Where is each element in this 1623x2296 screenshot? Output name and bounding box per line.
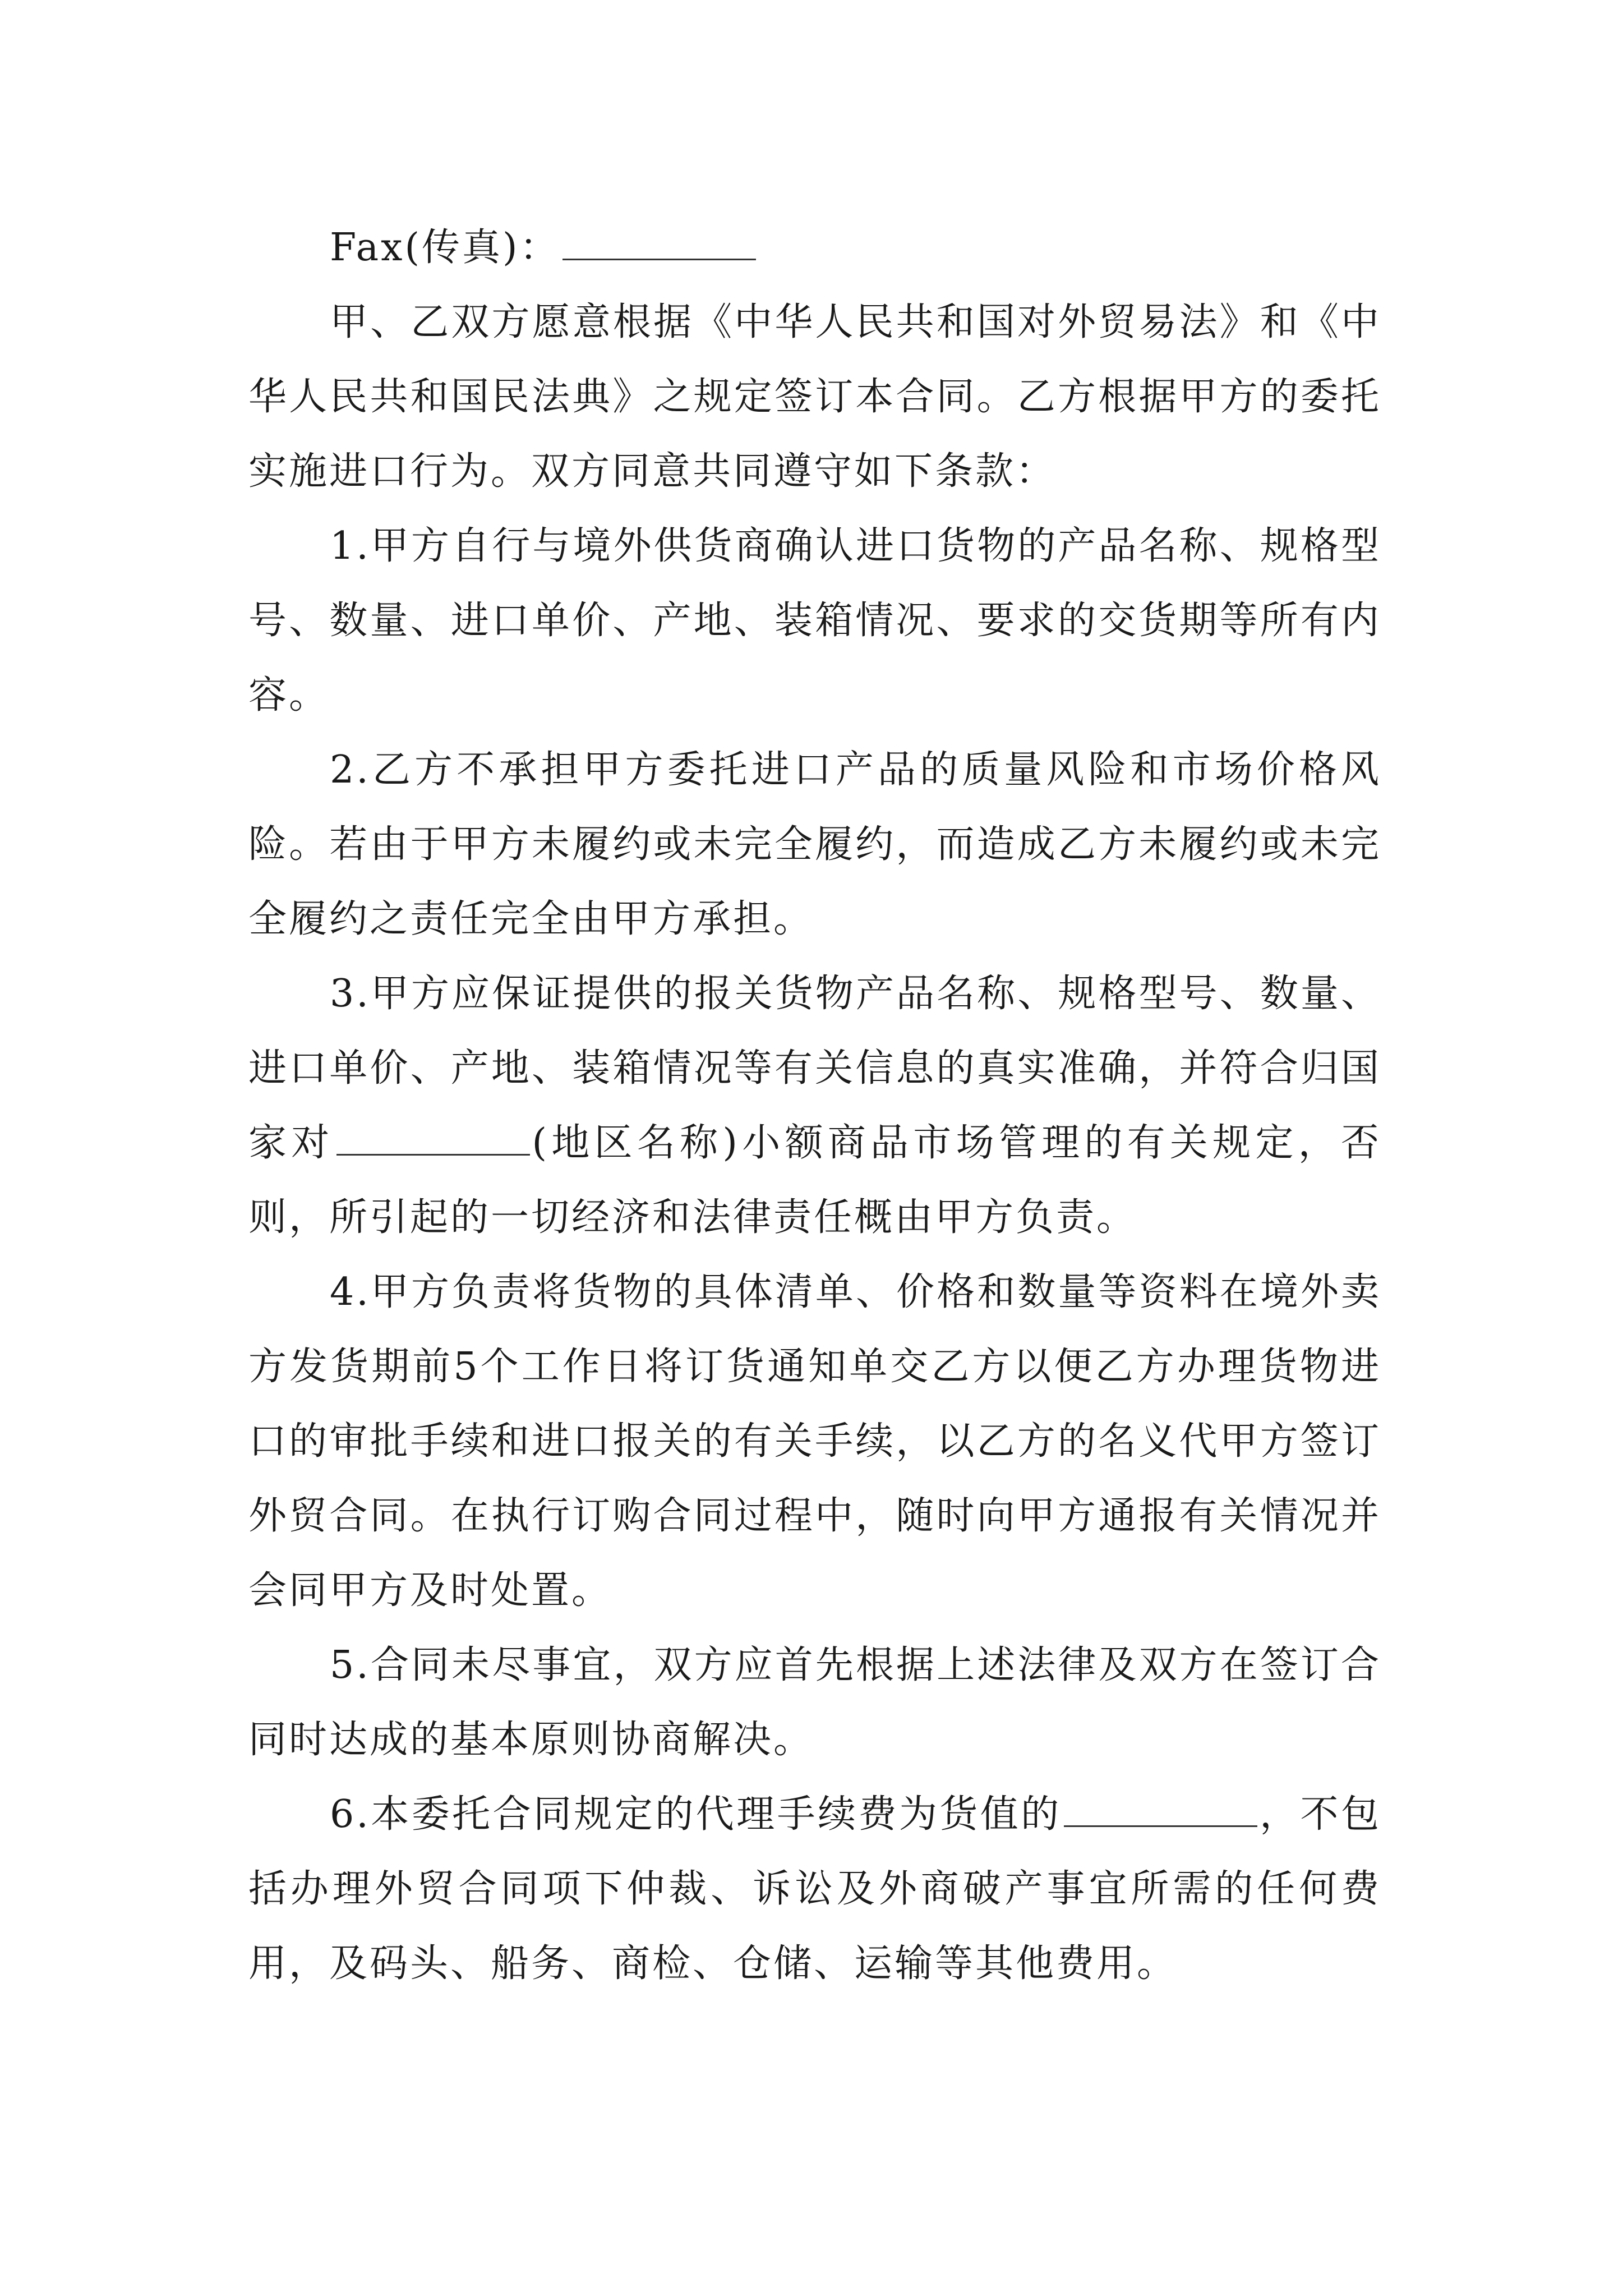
fax-label: Fax(传真)： bbox=[330, 226, 560, 270]
clause-2: 2.乙方不承担甲方委托进口产品的质量风险和市场价格风险。若由于甲方未履约或未完全履约，而造成乙方未履约或未完全履约之责任完全由甲方承担。 bbox=[248, 748, 1381, 941]
clause-6 bbox=[248, 1777, 1381, 2001]
clause-6-text-after: ，不包括办理外贸合同项下仲裁、诉讼及外商破产事宜所需的任何费用，及码头、船务、商检、仓储、运输等其他费用。 bbox=[248, 1792, 1381, 1986]
document-body bbox=[248, 210, 1381, 2001]
region-name-blank bbox=[336, 1120, 530, 1156]
clause-6-text-before: 6.本委托合同规定的代理手续费为货值的 bbox=[330, 1792, 1062, 1837]
clause-4: 4.甲方负责将货物的具体清单、价格和数量等资料在境外卖方发货期前5个工作日将订货通知单交乙方以便乙方办理货物进口的审批手续和进口报关的有关手续，以乙方的名义代甲方签订外贸合同。在执行订购合同过程中，随时向甲方通报有关情况并会同甲方及时处置。 bbox=[248, 1270, 1381, 1613]
clause-3 bbox=[248, 956, 1381, 1255]
fax-blank bbox=[562, 225, 756, 260]
clause-5: 5.合同未尽事宜，双方应首先根据上述法律及双方在签订合同时达成的基本原则协商解决。 bbox=[248, 1643, 1381, 1762]
clause-3-text-before: 3.甲方应保证提供的报关货物产品名称、规格型号、数量、进口单价、产地、装箱情况等有关信息的真实准确，并符合归国家对 bbox=[248, 972, 1381, 1165]
clause-1: 1.甲方自行与境外供货商确认进口货物的产品名称、规格型号、数量、进口单价、产地、装箱情况、要求的交货期等所有内容。 bbox=[248, 524, 1381, 717]
intro-paragraph: 甲、乙双方愿意根据《中华人民共和国对外贸易法》和《中华人民共和国民法典》之规定签订本合同。乙方根据甲方的委托实施进口行为。双方同意共同遵守如下条款： bbox=[248, 300, 1381, 494]
fee-rate-blank bbox=[1064, 1792, 1257, 1827]
clause-3-text-after: (地区名称)小额商品市场管理的有关规定，否则，所引起的一切经济和法律责任概由甲方负责。 bbox=[248, 1121, 1381, 1240]
fax-line bbox=[248, 210, 1381, 285]
